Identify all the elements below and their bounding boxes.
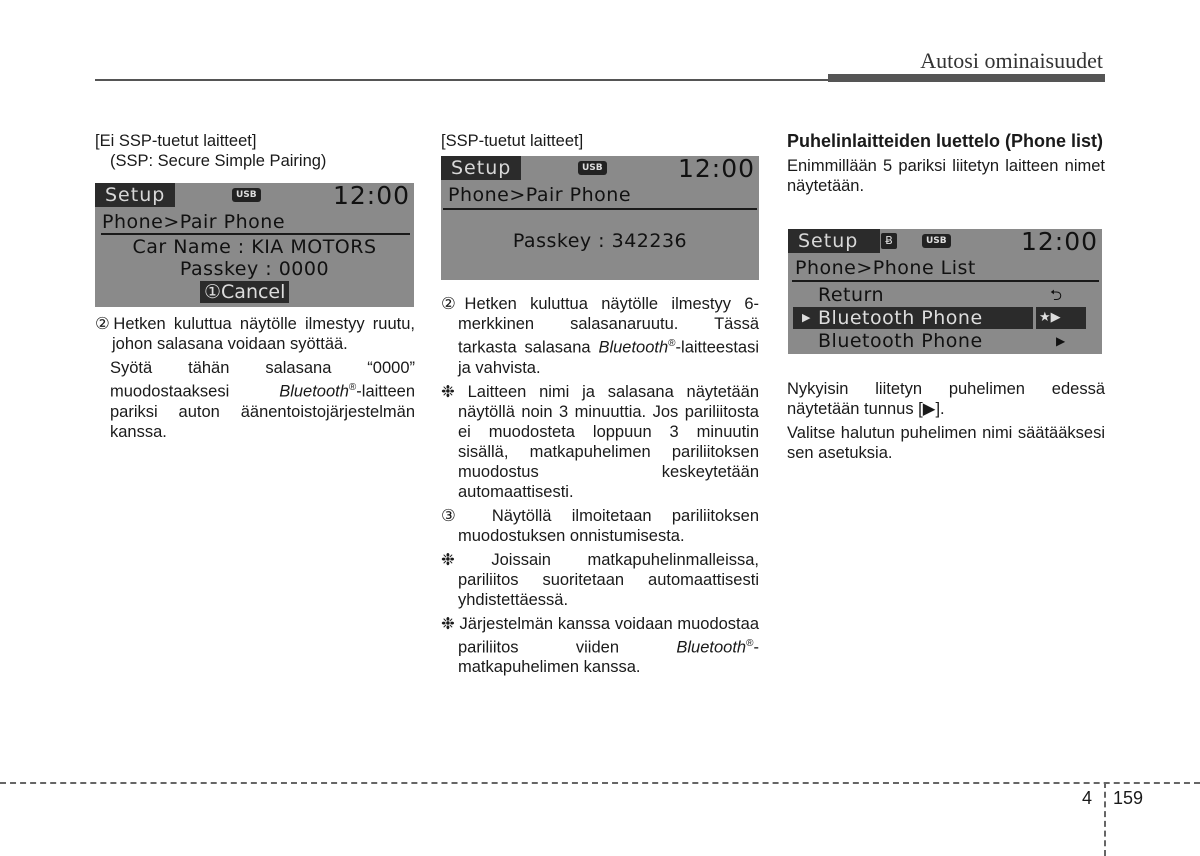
text-a: ②Hetken kuluttua näytölle ilmestyy 6-merkkinen salasanaruutu. Tässä tarkasta salasana — [441, 295, 759, 357]
clock: 12:00 — [677, 154, 755, 183]
breadcrumb: Phone>Phone List — [795, 257, 976, 279]
passkey: Passkey : 342236 — [512, 230, 688, 252]
arrow-right-icon: ▶ — [1056, 334, 1066, 348]
step-2-text — [441, 294, 759, 378]
return-icon: ⮌ — [1050, 286, 1063, 304]
bluetooth-icon: Ƀ — [881, 233, 897, 249]
text-a: Syötä tähän salasana “0000” muodostaaksesi — [110, 359, 415, 401]
registered-mark: ® — [668, 338, 676, 349]
step-2-text: ②Hetken kuluttua näytölle ilmestyy ruutu, johon salasana voidaan syöttää. — [95, 315, 415, 353]
divider — [443, 208, 757, 210]
column-non-ssp-body — [95, 314, 415, 442]
note-auto-pair: ❉ Joissain matkapuhelinmalleissa, pariliitos suoritetaan automaattisesti yhdistettäessä. — [441, 550, 759, 609]
chapter-number: 4 — [1082, 788, 1093, 808]
header-title: Autosi ominaisuudet — [920, 48, 1103, 73]
cancel-button[interactable]: ①Cancel — [200, 281, 289, 303]
star-arrow-icon: ★▶ — [1039, 310, 1061, 325]
list-item-bluetooth-phone-selected[interactable]: Bluetooth Phone — [818, 307, 983, 329]
section-heading: [SSP-tuetut laitteet] — [441, 132, 584, 150]
bluetooth-brand: Bluetooth — [676, 638, 747, 656]
text-a: ❉ Järjestelmän kanssa voidaan muodostaa pariliitos viiden — [441, 614, 759, 656]
column-phone-list — [787, 131, 1105, 196]
footer-dashed-divider — [1104, 782, 1106, 856]
divider — [792, 280, 1099, 282]
usb-icon: USB — [232, 188, 261, 202]
note-timeout: ❉ Laitteen nimi ja salasana näytetään näytöllä noin 3 minuuttia. Jos pariliitosta ei muodosteta loppuun 3 minuutin sisällä, matkapuhelimen pariliitoksen muodostus keskeytetään automaattisesti. — [441, 382, 759, 501]
usb-icon: USB — [578, 161, 607, 175]
section-subheading: (SSP: Secure Simple Pairing) — [110, 152, 327, 170]
registered-mark: ® — [746, 637, 754, 649]
bluetooth-brand: Bluetooth — [279, 382, 349, 401]
text-b: -matkapuhelimen kanssa. — [458, 638, 759, 676]
list-item-return[interactable]: Return — [818, 284, 885, 306]
car-name: Car Name : KIA MOTORS — [132, 236, 377, 258]
text-b: -laitteen pariksi auton äänentoistojärjestelmän kanssa. — [110, 382, 415, 441]
divider — [101, 233, 410, 235]
setup-tab: Setup — [788, 229, 880, 253]
breadcrumb: Phone>Pair Phone — [102, 211, 286, 233]
current-phone-note: Nykyisin liitetyn puhelimen edessä näytetään tunnus [▶]. — [787, 380, 1105, 418]
breadcrumb: Phone>Pair Phone — [448, 184, 632, 206]
header-accent-bar — [828, 74, 1105, 82]
usb-icon: USB — [922, 234, 951, 248]
note-five-devices — [441, 614, 759, 678]
lcd-screen-pair-phone — [95, 183, 414, 307]
column-ssp — [441, 131, 759, 151]
text-b: -laitteestasi ja vahvista. — [458, 338, 759, 377]
clock: 12:00 — [1020, 227, 1098, 256]
footer-dashed-rule — [0, 782, 1200, 784]
column-non-ssp — [95, 131, 415, 171]
step-3-text: ③ Näytöllä ilmoitetaan pariliitoksen muodostuksen onnistumisesta. — [441, 506, 759, 545]
bluetooth-brand: Bluetooth — [598, 338, 669, 357]
clock: 12:00 — [332, 181, 410, 210]
setup-tab: Setup — [95, 183, 175, 207]
column-ssp-body — [441, 294, 759, 677]
step-2-detail — [95, 358, 415, 442]
page-number: 159 — [1113, 788, 1144, 808]
setup-tab: Setup — [441, 156, 521, 180]
intro-text: Enimmillään 5 pariksi liitetyn laitteen nimet näytetään. — [787, 157, 1105, 195]
registered-mark: ® — [348, 382, 357, 393]
column-phone-list-body — [787, 379, 1105, 463]
section-title: Puhelinlaitteiden luettelo (Phone list) — [787, 131, 1104, 151]
passkey: Passkey : 0000 — [179, 258, 330, 280]
select-phone-note: Valitse halutun puhelimen nimi säätääksesi sen asetuksia. — [787, 424, 1105, 462]
lcd-screen-phone-list — [788, 229, 1102, 354]
selected-arrow-icon: ▶ — [802, 311, 811, 324]
lcd-screen-ssp-passkey — [441, 156, 759, 280]
section-heading: [Ei SSP-tuetut laitteet] — [95, 132, 257, 150]
list-item-bluetooth-phone[interactable]: Bluetooth Phone — [818, 330, 983, 352]
